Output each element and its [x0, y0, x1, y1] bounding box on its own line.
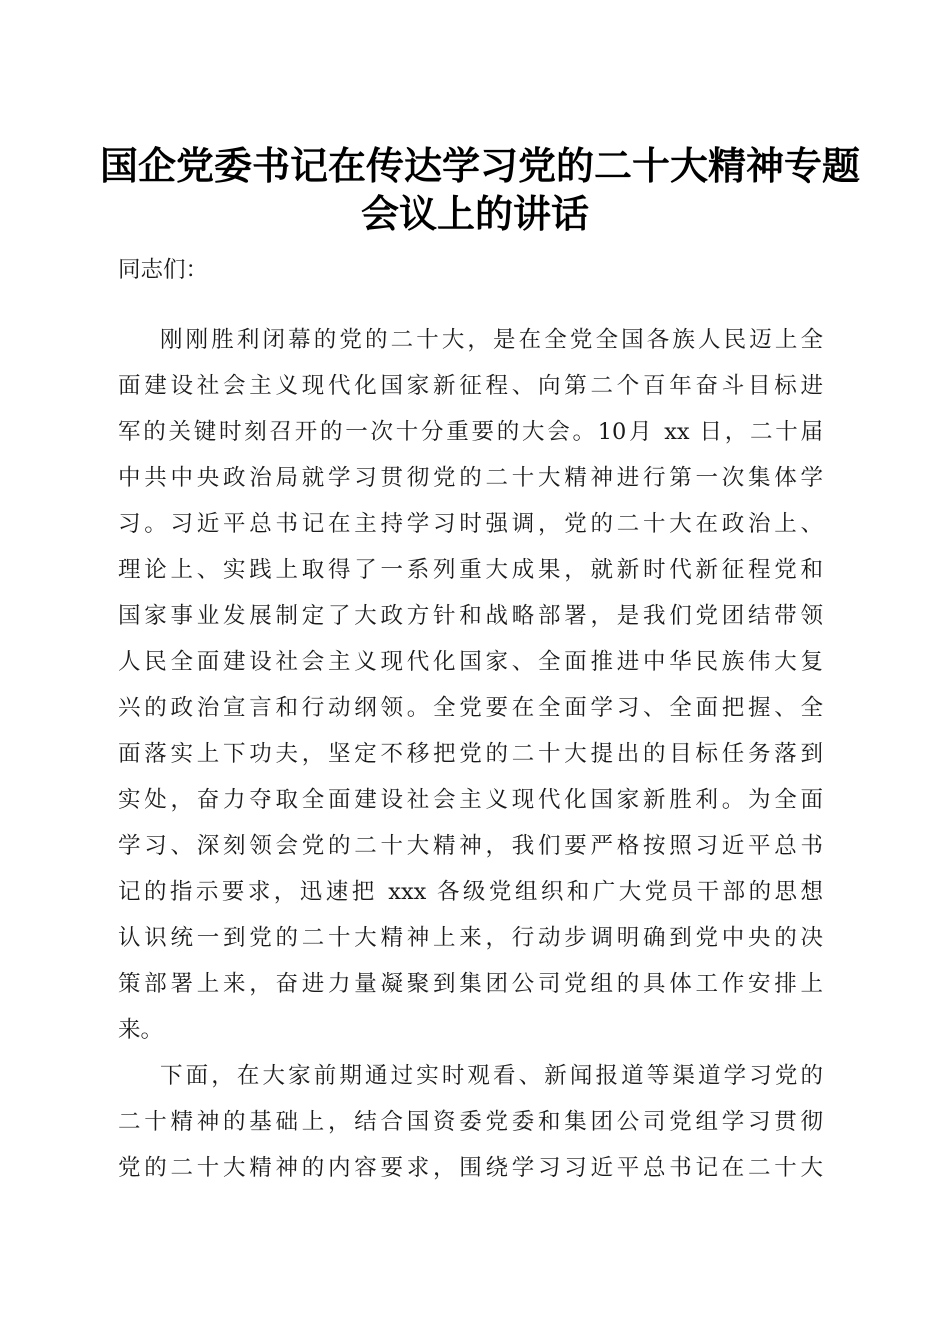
document-title-line-2: 会议上的讲话	[360, 191, 589, 236]
body-line: 习。习近平总书记在主持学习时强调，党的二十大在政治上、	[118, 511, 823, 537]
salutation: 同志们：	[118, 257, 209, 283]
body-line: 中共中央政治局就学习贯彻党的二十大精神进行第一次集体学	[118, 465, 823, 491]
body-line: 兴的政治宣言和行动纲领。全党要在全面学习、全面把握、全	[118, 695, 823, 721]
body-line: 国家事业发展制定了大政方针和战略部署，是我们党团结带领	[118, 603, 823, 629]
body-line: 下面，在大家前期通过实时观看、新闻报道等渠道学习党的	[160, 1063, 823, 1089]
body-line: 人民全面建设社会主义现代化国家、全面推进中华民族伟大复	[118, 649, 823, 675]
body-line: 记的指示要求，迅速把 xxx 各级党组织和广大党员干部的思想	[118, 879, 823, 905]
body-line: 面落实上下功夫，坚定不移把党的二十大提出的目标任务落到	[118, 741, 823, 767]
body-line: 刚刚胜利闭幕的党的二十大，是在全党全国各族人民迈上全	[160, 327, 823, 353]
body-line: 军的关键时刻召开的一次十分重要的大会。10月 xx 日，二十届	[118, 419, 823, 445]
document-title-line-1: 国企党委书记在传达学习党的二十大精神专题	[100, 143, 861, 188]
body-line: 二十精神的基础上，结合国资委党委和集团公司党组学习贯彻	[118, 1109, 823, 1135]
body-line: 策部署上来，奋进力量凝聚到集团公司党组的具体工作安排上	[118, 971, 823, 997]
body-line: 党的二十大精神的内容要求，围绕学习习近平总书记在二十大	[118, 1155, 823, 1181]
body-line: 学习、深刻领会党的二十大精神，我们要严格按照习近平总书	[118, 833, 823, 859]
body-line: 来。	[118, 1017, 164, 1043]
body-line: 面建设社会主义现代化国家新征程、向第二个百年奋斗目标进	[118, 373, 823, 399]
body-line: 理论上、实践上取得了一系列重大成果，就新时代新征程党和	[118, 557, 823, 583]
body-line: 认识统一到党的二十大精神上来，行动步调明确到党中央的决	[118, 925, 823, 951]
body-line: 实处，奋力夺取全面建设社会主义现代化国家新胜利。为全面	[118, 787, 823, 813]
